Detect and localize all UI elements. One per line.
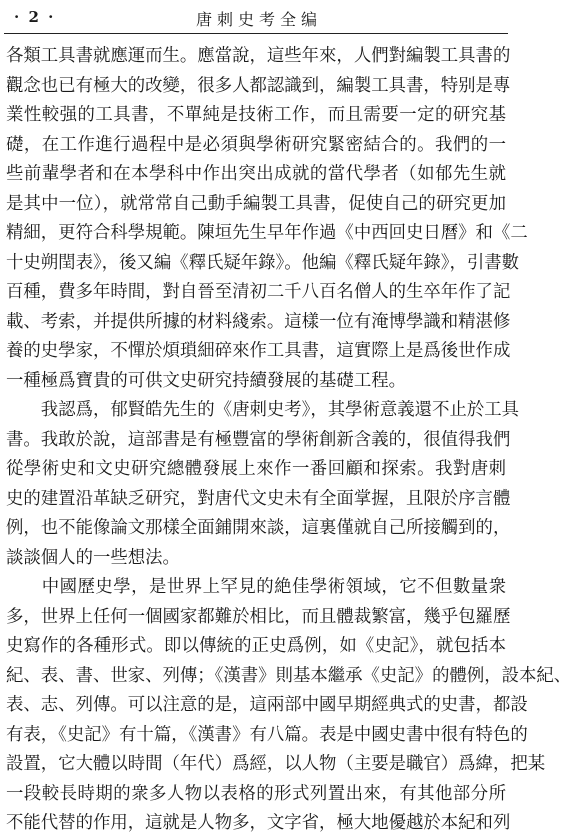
text-line-content: 一種極爲寶貴的可供文史研究持續發展的基礎工程。 [6,370,406,391]
text-line-content: 觀念也已有極大的改變，很多人都認識到，編製工具書，特别是專 [6,75,511,96]
text-line-content: 載、考索，并提供所據的材料綫索。這樣一位有淹博學識和精湛修 [6,311,511,332]
text-line [6,160,506,190]
text-line-content: 礎，在工作進行過程中是必須與學術研究緊密結合的。我們的一 [6,134,506,155]
text-line-content: 些前輩學者和在本學科中作出突出成就的當代學者（如郁先生就 [6,164,506,184]
text-line [6,42,511,72]
body-text [6,42,571,839]
text-line [6,603,511,633]
text-line-content: 業性較强的工具書，不單純是技術工作，而且需要一定的研究基 [6,105,506,125]
text-line [6,455,506,485]
text-line-content: 一段較長時期的衆多人物以表格的形式列置出來，有其他部分所 [6,783,506,804]
paragraph [6,42,528,396]
page-header [0,0,512,36]
text-line-content: 設置，它大體以時間（年代）爲經，以人物（主要是職官）爲緯，把某 [6,754,546,774]
text-line-content: 史的建置沿革缺乏研究，對唐代文史未有全面掌握，且限於序言體 [6,488,511,509]
text-line [6,721,528,751]
text-line-content: 書。我敢於說，這部書是有極豐富的學術創新含義的，很值得我們 [6,429,511,450]
text-line [6,367,506,397]
text-line [6,131,506,161]
text-line [6,573,506,603]
text-line [6,514,511,544]
text-line [6,396,520,426]
text-line-content: 十史朔閏表》，後又編《釋氏疑年錄》。他編《釋氏疑年錄》，引書數 [6,252,520,273]
text-line-content: 各類工具書就應運而生。應當說，這些年來，人們對編製工具書的 [6,46,511,66]
page-number: · 2 · [14,8,56,26]
text-line-content: 表、志、列傳。可以注意的是，這兩部中國早期經典式的史書，都設 [6,695,528,715]
paragraph [6,573,571,839]
text-line [6,691,528,721]
text-line [6,426,511,456]
text-line [6,249,520,279]
header-rule [4,33,508,34]
text-line-content: 史寫作的各種形式。即以傳統的正史爲例，如《史記》，就包括本 [6,636,506,656]
text-line [6,219,528,249]
text-line-content: 我認爲，郁賢皓先生的《唐刺史考》，其學術意義還不止於工具 [6,400,520,420]
text-line [6,662,571,692]
text-line [6,809,511,839]
text-line [6,485,511,515]
text-line-content: 是其中一位），就常常自己動手編製工具書，促使自己的研究更加 [6,193,506,214]
text-line [6,632,506,662]
text-line [6,72,511,102]
text-line-content: 百種，費多年時間，對自晉至清初二千八百名僧人的生卒年作了記 [6,282,511,302]
text-line-content: 有表，《史記》有十篇，《漢書》有八篇。表是中國史書中很有特色的 [6,724,528,745]
text-line-content: 例，也不能像論文那樣全面鋪開來談，這裏僅就自己所接觸到的， [6,518,511,538]
paragraph [6,396,520,573]
text-line [6,780,506,810]
text-line [6,544,506,574]
text-line [6,750,546,780]
text-line [6,337,511,367]
text-line-content: 從學術史和文史研究總體發展上來作一番回顧和探索。我對唐刺 [6,459,506,479]
text-line-content: 中國歷史學，是世界上罕見的絶佳學術領域，它不但數量衆 [6,577,506,597]
text-line-content: 養的史學家，不憚於煩瑣細碎來作工具書，這實際上是爲後世作成 [6,341,511,361]
text-line-content: 談談個人的一些想法。 [6,547,180,568]
text-line [6,101,506,131]
text-line-content: 精細，更符合科學規範。陳垣先生早年作過《中西回史日曆》和《二 [6,223,528,243]
text-line-content: 不能代替的作用，這就是人物多，文字省，極大地優越於本紀和列 [6,813,511,833]
text-line [6,278,511,308]
text-line-content: 多，世界上任何一個國家都難於相比，而且體裁繁富，幾乎包羅歷 [6,606,511,627]
text-line [6,190,506,220]
running-title: 唐刺史考全编 [196,10,323,29]
text-line-content: 紀、表、書、世家、列傳；《漢書》則基本繼承《史記》的體例，設本紀、 [6,665,571,686]
text-line [6,308,511,338]
